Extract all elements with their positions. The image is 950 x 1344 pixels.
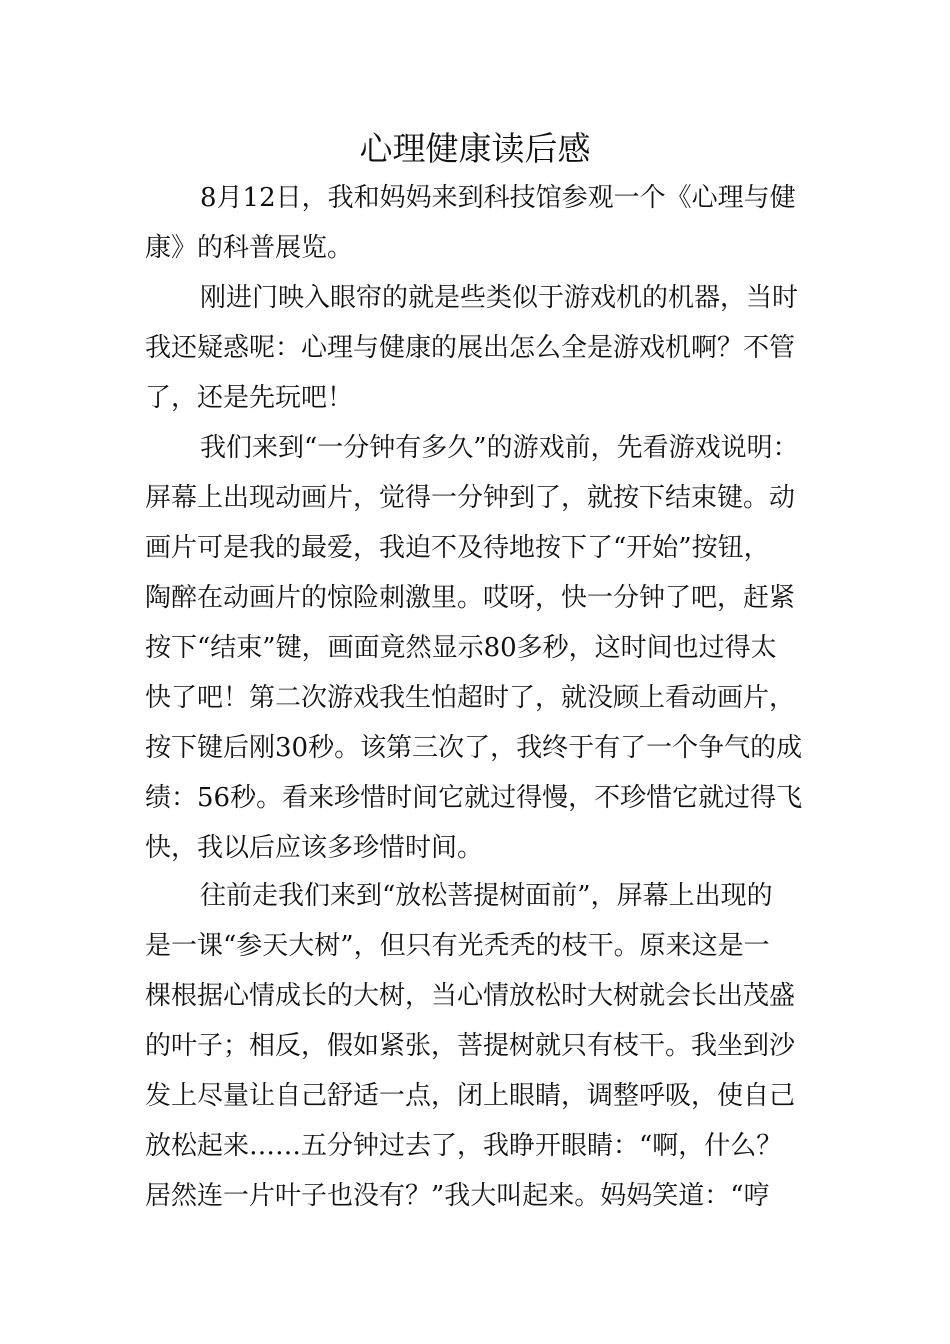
text-line: 快了吧！第二次游戏我生怕超时了，就没顾上看动画片， (145, 683, 796, 713)
text-line: 的叶子；相反，假如紧张，菩提树就只有枝干。我坐到沙 (145, 1031, 796, 1061)
text-line: 陶醉在动画片的惊险刺激里。哎呀，快一分钟了吧，赶紧 (145, 583, 796, 613)
text-line: 了，还是先玩吧！ (145, 383, 354, 413)
text-line: 绩：56秒。看来珍惜时间它就过得慢，不珍惜它就过得飞 (145, 783, 803, 813)
text-line: 居然连一片叶子也没有？”我大叫起来。妈妈笑道：“哼 (145, 1181, 770, 1211)
document-title: 心理健康读后感 (359, 129, 591, 168)
text-line: 按下键后刚30秒。该第三次了，我终于有了一个争气的成 (145, 733, 803, 763)
text-line: 放松起来……五分钟过去了，我睁开眼睛：“啊，什么？ (145, 1131, 783, 1161)
text-line: 是一课“参天大树”，但只有光秃秃的枝干。原来这是一 (145, 931, 770, 961)
text-line: 我们来到“一分钟有多久”的游戏前，先看游戏说明： (200, 433, 799, 463)
text-line: 发上尽量让自己舒适一点，闭上眼睛，调整呼吸，使自己 (145, 1081, 796, 1111)
text-line: 我还疑惑呢：心理与健康的展出怎么全是游戏机啊？不管 (145, 333, 796, 363)
text-line: 往前走我们来到“放松菩提树面前”，屏幕上出现的 (200, 881, 773, 911)
text-line: 刚进门映入眼帘的就是些类似于游戏机的机器，当时 (200, 283, 799, 313)
text-line: 棵根据心情成长的大树，当心情放松时大树就会长出茂盛 (145, 981, 796, 1011)
text-line: 按下“结束”键，画面竟然显示80多秒，这时间也过得太 (145, 633, 777, 663)
text-line: 画片可是我的最爱，我迫不及待地按下了“开始”按钮， (145, 533, 770, 563)
text-line: 屏幕上出现动画片，觉得一分钟到了，就按下结束键。动 (145, 483, 796, 513)
text-line: 康》的科普展览。 (145, 233, 354, 263)
text-line: 快，我以后应该多珍惜时间。 (145, 833, 484, 863)
text-line: 8月12日，我和妈妈来到科技馆参观一个《心理与健 (200, 183, 796, 213)
